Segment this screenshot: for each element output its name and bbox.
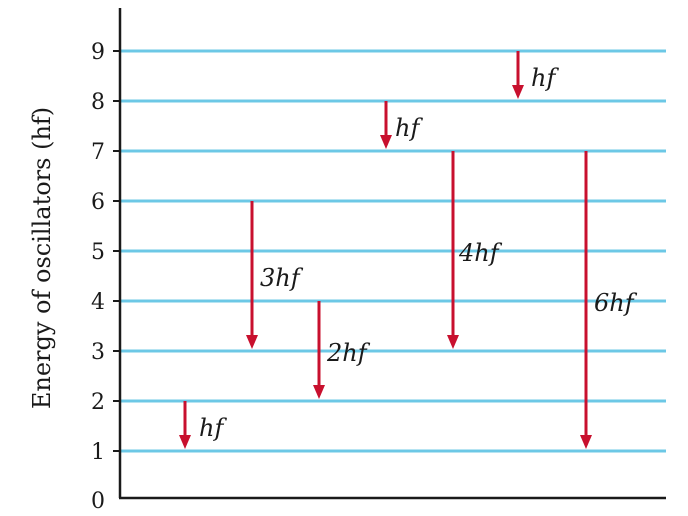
- transition-label: hf: [395, 114, 420, 142]
- transition-label: 6hf: [594, 289, 634, 317]
- y-axis-label: Energy of oscillators (hf): [28, 106, 56, 410]
- y-tick-label: 2: [91, 390, 105, 415]
- transition-arrow-head: [580, 435, 592, 449]
- y-tick-label: 4: [91, 290, 105, 315]
- transition-arrow-head: [313, 385, 325, 399]
- y-tick-label: 5: [91, 240, 105, 265]
- y-tick-label: 0: [91, 489, 105, 514]
- transition-label: hf: [199, 414, 224, 442]
- y-ticks: [91, 40, 120, 514]
- y-tick-label: 8: [91, 90, 105, 115]
- transition-arrow-head: [512, 85, 524, 99]
- y-tick-label: 9: [91, 40, 105, 65]
- y-tick-label: 7: [91, 140, 105, 165]
- y-tick-label: 3: [91, 340, 105, 365]
- transition-arrow-head: [380, 135, 392, 149]
- y-tick-label: 6: [91, 190, 105, 215]
- transition-arrow-head: [179, 435, 191, 449]
- transition-label: 4hf: [459, 239, 499, 267]
- transition-label: hf: [531, 64, 556, 92]
- transition-arrow-head: [447, 335, 459, 349]
- level-lines: [120, 51, 666, 451]
- transition-label: 2hf: [327, 339, 367, 367]
- transition-arrow-head: [246, 335, 258, 349]
- transition-label: 3hf: [260, 264, 300, 292]
- y-tick-label: 1: [91, 440, 105, 465]
